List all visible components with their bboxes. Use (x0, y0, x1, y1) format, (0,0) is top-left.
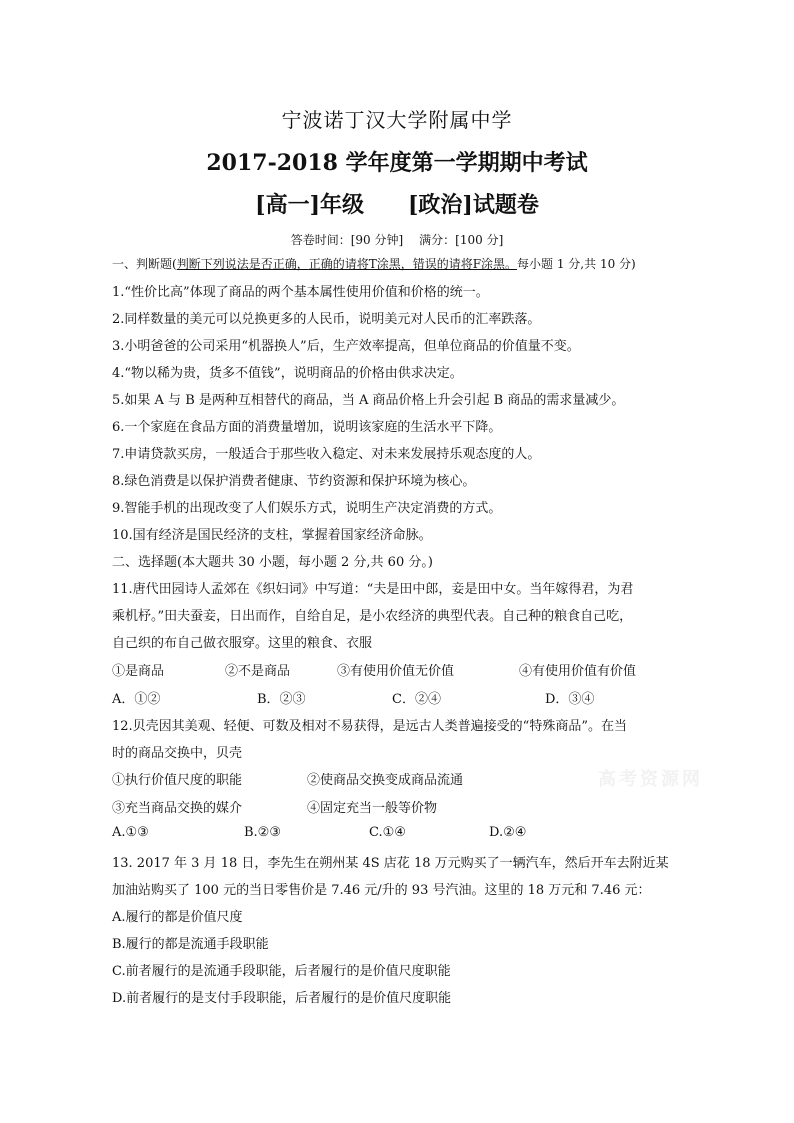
q11-choice-c: C．②④ (392, 692, 441, 707)
q12-statement: ②使商品交换变成商品流通 (307, 773, 464, 788)
q12-statement: ④固定充当一般等价物 (307, 801, 438, 816)
question-3: 3.小明爸爸的公司采用“机器换人”后，生产效率提高，但单位商品的价值量不变。 (112, 339, 580, 354)
exam-title: 2017-2018 学年度第一学期期中考试 (206, 150, 588, 176)
q11-statement: ②不是商品 (225, 664, 291, 679)
q11-choice-b: B．②③ (257, 692, 306, 707)
question-12-line: 时的商品交换中，贝壳 (112, 746, 243, 761)
q13-choice-c: C.前者履行的是流通手段职能，后者履行的是价值尺度职能 (112, 964, 451, 979)
question-11-line: 自己织的布自己做衣服穿。这里的粮食、衣服 (112, 636, 373, 651)
q12-statement: ③充当商品交换的媒介 (112, 801, 243, 816)
q11-statement: ①是商品 (112, 664, 165, 679)
q11-statement: ③有使用价值无价值 (337, 664, 455, 679)
question-1: 1.“性价比高”体现了商品的两个基本属性使用价值和价格的统一。 (112, 285, 489, 300)
q11-statement: ④有使用价值有价值 (519, 664, 637, 679)
q12-choice-d: D.②④ (489, 825, 527, 840)
question-11-line: 11.唐代田园诗人孟郊在《织妇词》中写道：“夫是田中郎，妾是田中女。当年嫁得君，为君 (112, 582, 634, 597)
question-6: 6.一个家庭在食品方面的消费量增加，说明该家庭的生活水平下降。 (112, 420, 502, 435)
question-13-line: 加油站购买了 100 元的当日零售价是 7.46 元/升的 93 号汽油。这里的 18 万元和 7.46 元： (112, 883, 651, 898)
q12-choice-c: C.①④ (369, 825, 406, 840)
question-10: 10.国有经济是国民经济的支柱，掌握着国家经济命脉。 (112, 528, 432, 543)
q11-choice-d: D．③④ (545, 692, 595, 707)
score-label: 满分：[100 分] (419, 233, 504, 247)
question-5: 5.如果 A 与 B 是两种互相替代的商品，当 A 商品价格上升会引起 B 商品的需求量减少。 (112, 393, 625, 408)
subject-label: [政治]试题卷 (408, 192, 539, 218)
time-label: 答卷时间：[90 分钟] (290, 233, 404, 247)
section2-title: 二、选择题(本大题共 30 小题，每小题 2 分,共 60 分。) (112, 555, 433, 570)
question-4: 4.“物以稀为贵，货多不值钱”，说明商品的价格由供求决定。 (112, 366, 463, 381)
exam-meta (0, 231, 794, 248)
q13-choice-a: A.履行的都是价值尺度 (112, 910, 243, 925)
school-name: 宁波诺丁汉大学附属中学 (281, 108, 513, 132)
grade-label: [高一]年级 (255, 192, 364, 218)
q12-statement: ①执行价值尺度的职能 (112, 773, 243, 788)
q13-choice-d: D.前者履行的是支付手段职能，后者履行的是价值尺度职能 (112, 991, 452, 1006)
question-7: 7.申请贷款买房，一般适合于那些收入稳定、对未来发展持乐观态度的人。 (112, 447, 541, 462)
question-8: 8.绿色消费是以保护消费者健康、节约资源和保护环境为核心。 (112, 474, 476, 489)
question-12-line: 12.贝壳因其美观、轻便、可数及相对不易获得，是远古人类普遍接受的“特殊商品”。在当 (112, 719, 627, 734)
q12-choice-b: B.②③ (244, 825, 281, 840)
q12-choice-a: A.①③ (112, 825, 149, 840)
section1-instruction-a: 判断下列说法是否正确， (176, 257, 309, 271)
section1-title: 一、判断题(判断下列说法是否正确，正确的请将T涂黑，错误的请将F涂黑。每小题 1 分,共 10 分) (112, 257, 636, 271)
question-9: 9.智能手机的出现改变了人们娱乐方式，说明生产决定消费的方式。 (112, 501, 502, 516)
section1-instruction-b: 正确的请将T涂黑，错误的请将F涂黑。 (308, 257, 518, 271)
question-13-line: 13. 2017 年 3 月 18 日，李先生在朔州某 4S 店花 18 万元购买了一辆汽车，然后开车去附近某 (112, 856, 669, 871)
q13-choice-b: B.履行的都是流通手段职能 (112, 937, 269, 952)
q11-choice-a: A．①② (112, 692, 161, 707)
question-2: 2.同样数量的美元可以兑换更多的人民币，说明美元对人民币的汇率跌落。 (112, 312, 541, 327)
watermark: 高考资源网 (598, 769, 703, 790)
exam-subtitle (0, 188, 794, 219)
question-11-line: 乘机杼。”田夫蚕妾，日出而作，自给自足，是小农经济的典型代表。自己种的粮食自己吃， (112, 609, 633, 624)
